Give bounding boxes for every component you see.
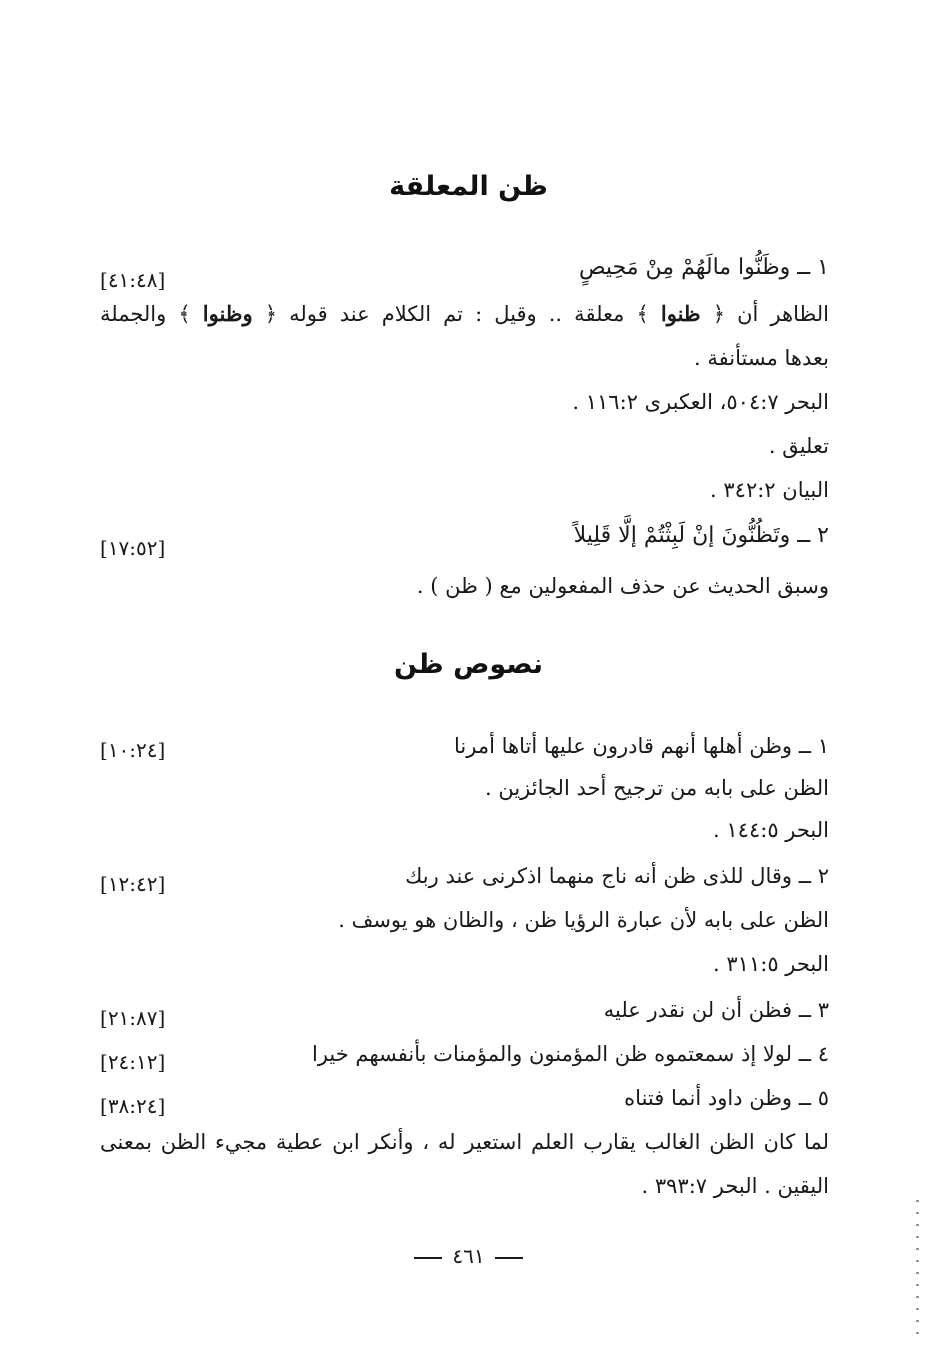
verse-line: ٢ ــ وتَظُنُّونَ إنْ لَبِثْتُمْ إلَّا قَلِيلاً (573, 523, 829, 548)
verse-reference: [١٠:٢٤] (100, 738, 166, 762)
source-citation: البحر ٥٠٤:٧، العكبرى ١١٦:٢ . (572, 390, 829, 414)
verse-line: ١ ــ وظن أهلها أنهم قادرون عليها أتاها أمرنا (454, 734, 829, 758)
verse-reference: [٢١:٨٧] (100, 1006, 166, 1030)
commentary-line: لما كان الظن الغالب يقارب العلم استعير له ، وأنكر ابن عطية مجيء الظن بمعنى (100, 1130, 829, 1154)
source-citation: البيان ٣٤٢:٢ . (710, 478, 829, 502)
section-heading-suspended-zann: ظن المعلقة (389, 171, 548, 202)
verse-reference: [١٧:٥٢] (100, 536, 166, 560)
commentary-label: تعليق . (768, 434, 829, 458)
source-citation: البحر ١٤٤:٥ . (713, 818, 829, 842)
dash-decoration (495, 1257, 523, 1259)
verse-line: ٤ ــ لولا إذ سمعتموه ظن المؤمنون والمؤمنات بأنفسهم خيرا (311, 1042, 829, 1066)
commentary-text: الظاهر أن ﴿ (712, 302, 829, 326)
scan-margin-dots (916, 1200, 919, 1340)
verse-line: ٣ ــ فظن أن لن نقدر عليه (603, 998, 829, 1022)
commentary-line (100, 294, 829, 334)
quoted-word: وظنوا (202, 301, 253, 326)
verse-line: ٥ ــ وظن داود أنما فتناه (624, 1086, 829, 1110)
verse-reference: [١٢:٤٢] (100, 872, 166, 896)
verse-line: ١ ــ وظَنُّوا مالَهُمْ مِنْ مَحِيصٍ (578, 255, 829, 280)
verse-reference: [٤١:٤٨] (100, 268, 166, 292)
commentary-line: الظن على بابه لأن عبارة الرؤيا ظن ، والظان هو يوسف . (338, 908, 829, 932)
commentary-line: اليقين . البحر ٣٩٣:٧ . (641, 1174, 829, 1198)
commentary-text: ﴾ والجملة (100, 302, 191, 326)
commentary-line: الظن على بابه من ترجيح أحد الجائزين . (484, 776, 829, 800)
verse-line: ٢ ــ وقال للذى ظن أنه ناج منهما اذكرنى عند ربك (405, 864, 829, 888)
verse-reference: [٣٨:٢٤] (100, 1094, 166, 1118)
section-heading-zann-texts: نصوص ظن (393, 649, 544, 680)
verse-reference: [٢٤:١٢] (100, 1050, 166, 1074)
commentary-line: وسبق الحديث عن حذف المفعولين مع ( ظن ) . (416, 574, 829, 598)
commentary-text: ﴾ معلقة .. وقيل : تم الكلام عند قوله ﴿ (264, 302, 649, 326)
dash-decoration (414, 1257, 442, 1259)
quoted-word: ظنوا (660, 301, 701, 326)
commentary-line: بعدها مستأنفة . (694, 346, 829, 370)
source-citation: البحر ٣١١:٥ . (713, 952, 829, 976)
page-number-text: ٤٦١ (452, 1244, 485, 1268)
page-number (0, 1238, 937, 1274)
